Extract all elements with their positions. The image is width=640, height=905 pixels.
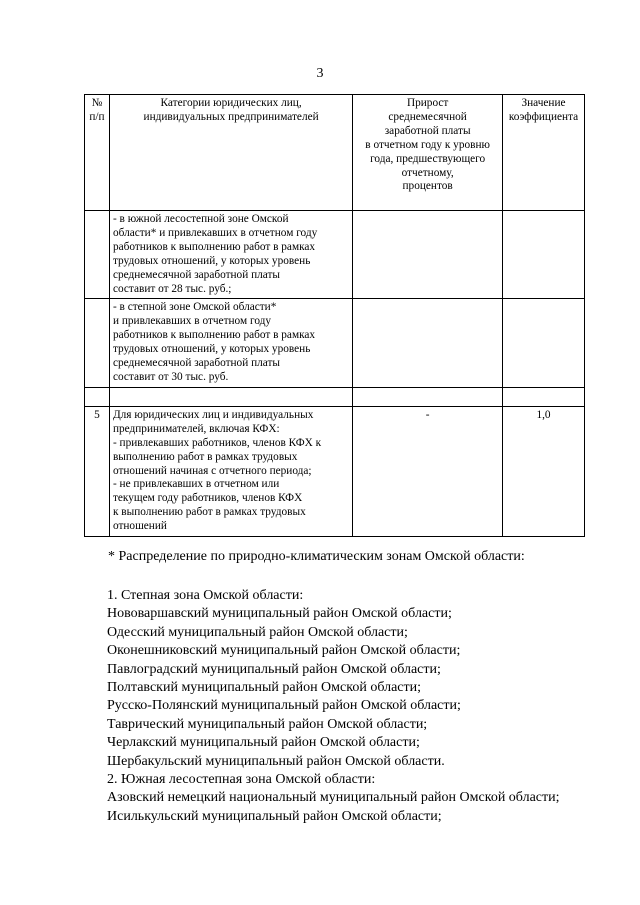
row-growth: - — [353, 406, 503, 536]
table-header-row — [85, 95, 585, 211]
table-row — [85, 211, 585, 299]
list-item: Оконешниковский муниципальный район Омской области; — [107, 643, 461, 659]
table-row — [85, 299, 585, 387]
header-num: № п/п — [85, 95, 110, 211]
header-coefficient: Значение коэффициента — [503, 95, 585, 211]
table-row — [85, 406, 585, 536]
list-item: Павлоградский муниципальный район Омской области; — [107, 661, 441, 677]
list-item: 2. Южная лесостепная зона Омской области: — [107, 772, 376, 788]
row-growth — [353, 211, 503, 299]
row-category: - в южной лесостепной зоне Омской области* и привлекавших в отчетном году работников к выполнению работ в рамках трудовых отношений, у которых уровень среднемесячной заработной платы составит от 28 тыс. руб.; — [109, 211, 352, 299]
row-coefficient — [503, 299, 585, 387]
list-item: Одесский муниципальный район Омской области; — [107, 624, 408, 640]
list-item: Азовский немецкий национальный муниципальный район Омской области; — [107, 790, 560, 806]
row-growth — [353, 299, 503, 387]
footnote: * Распределение по природно-климатическим зонам Омской области: — [108, 549, 525, 564]
list-item: Таврический муниципальный район Омской области; — [107, 716, 428, 732]
list-item: Шербакульский муниципальный район Омской области. — [107, 753, 445, 769]
row-num: 5 — [85, 406, 110, 536]
zones-list — [107, 587, 560, 826]
page-number: 3 — [316, 66, 324, 81]
row-category: - в степной зоне Омской области* и привлекавших в отчетном году работников к выполнению работ в рамках трудовых отношений, у которых уровень среднемесячной заработной платы составит от 30 тыс. руб. — [109, 299, 352, 387]
list-item: Полтавский муниципальный район Омской области; — [107, 680, 422, 696]
list-item: Русско-Полянский муниципальный район Омской области; — [107, 698, 461, 714]
list-item: Черлакский муниципальный район Омской области; — [107, 735, 420, 751]
row-coefficient — [503, 211, 585, 299]
row-category: Для юридических лиц и индивидуальных предпринимателей, включая КФХ: - привлекавших работников, членов КФХ к выполнению работ в рамках трудовых отношений начиная с отчетного периода; - не привлекавших в отчетном или текущем году работников, членов КФХ к выполнению работ в рамках трудовых отношений — [109, 406, 352, 536]
list-item: Нововаршавский муниципальный район Омской области; — [107, 606, 452, 622]
row-num — [85, 211, 110, 299]
row-coefficient: 1,0 — [503, 406, 585, 536]
list-item: Исилькульский муниципальный район Омской области; — [107, 808, 442, 824]
list-item: 1. Степная зона Омской области: — [107, 588, 304, 603]
table-spacer-row — [85, 387, 585, 406]
coefficient-table — [84, 94, 585, 537]
header-growth: Прирост среднемесячной заработной платы в отчетном году к уровню года, предшествующего отчетному, процентов — [353, 95, 503, 211]
row-num — [85, 299, 110, 387]
header-category: Категории юридических лиц, индивидуальных предпринимателей — [109, 95, 352, 211]
